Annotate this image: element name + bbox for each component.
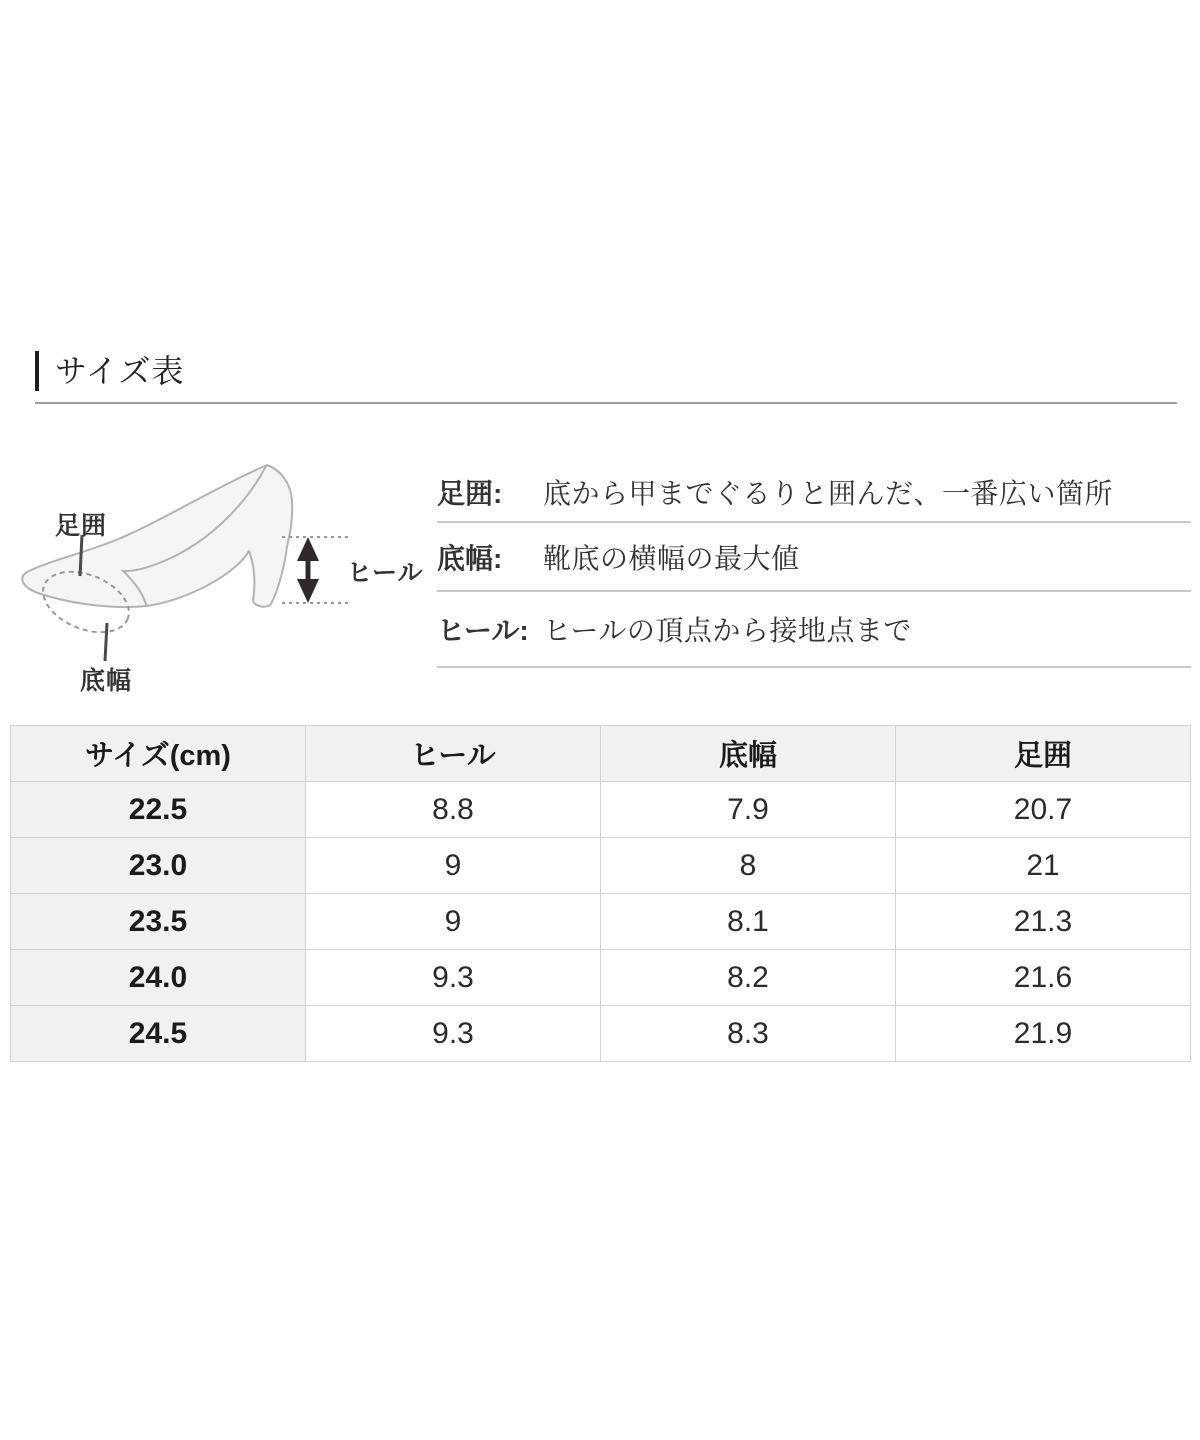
cell-foot-girth: 20.7 (896, 782, 1191, 838)
cell-size: 24.0 (11, 950, 306, 1006)
title-underline (35, 402, 1177, 404)
cell-sole-width: 8.1 (601, 894, 896, 950)
col-header-foot-girth: 足囲 (896, 726, 1191, 782)
definition-row-heel (437, 592, 1191, 668)
heel-measure-arrow (297, 537, 319, 603)
col-header-sole-width: 底幅 (601, 726, 896, 782)
table-row (11, 894, 1191, 950)
cell-size: 22.5 (11, 782, 306, 838)
heel-label: ヒール (347, 559, 424, 587)
sole-width-leader-line (105, 623, 107, 661)
cell-sole-width: 8 (601, 838, 896, 894)
size-table (10, 725, 1191, 1062)
cell-sole-width: 8.2 (601, 950, 896, 1006)
sole-width-label: 底幅 (80, 667, 133, 695)
cell-sole-width: 8.3 (601, 1006, 896, 1062)
cell-foot-girth: 21 (896, 838, 1191, 894)
size-table-header-row (11, 726, 1191, 782)
table-row (11, 950, 1191, 1006)
col-header-heel: ヒール (306, 726, 601, 782)
cell-heel: 9 (306, 838, 601, 894)
cell-size: 23.0 (11, 838, 306, 894)
cell-heel: 9 (306, 894, 601, 950)
cell-foot-girth: 21.9 (896, 1006, 1191, 1062)
definition-term: 足囲: (437, 477, 503, 509)
definition-term: 底幅: (437, 542, 503, 574)
cell-foot-girth: 21.6 (896, 950, 1191, 1006)
table-row (11, 1006, 1191, 1062)
cell-foot-girth: 21.3 (896, 894, 1191, 950)
definition-description: ヒールの頂点から接地点まで (543, 615, 912, 646)
definition-row-foot-girth (437, 462, 1191, 523)
definition-description: 靴底の横幅の最大値 (543, 542, 800, 574)
cell-heel: 9.3 (306, 1006, 601, 1062)
cell-heel: 8.8 (306, 782, 601, 838)
page-title: サイズ表 (35, 351, 184, 391)
cell-heel: 9.3 (306, 950, 601, 1006)
col-header-size: サイズ(cm) (11, 726, 306, 782)
definition-row-sole-width (437, 523, 1191, 592)
definition-term: ヒール: (437, 615, 529, 646)
definitions-list (437, 462, 1191, 668)
cell-size: 24.5 (11, 1006, 306, 1062)
table-row (11, 838, 1191, 894)
cell-size: 23.5 (11, 894, 306, 950)
cell-sole-width: 7.9 (601, 782, 896, 838)
definition-description: 底から甲までぐるりと囲んだ、一番広い箇所 (543, 477, 1114, 509)
foot-girth-label: 足囲 (55, 512, 108, 540)
table-row (11, 782, 1191, 838)
